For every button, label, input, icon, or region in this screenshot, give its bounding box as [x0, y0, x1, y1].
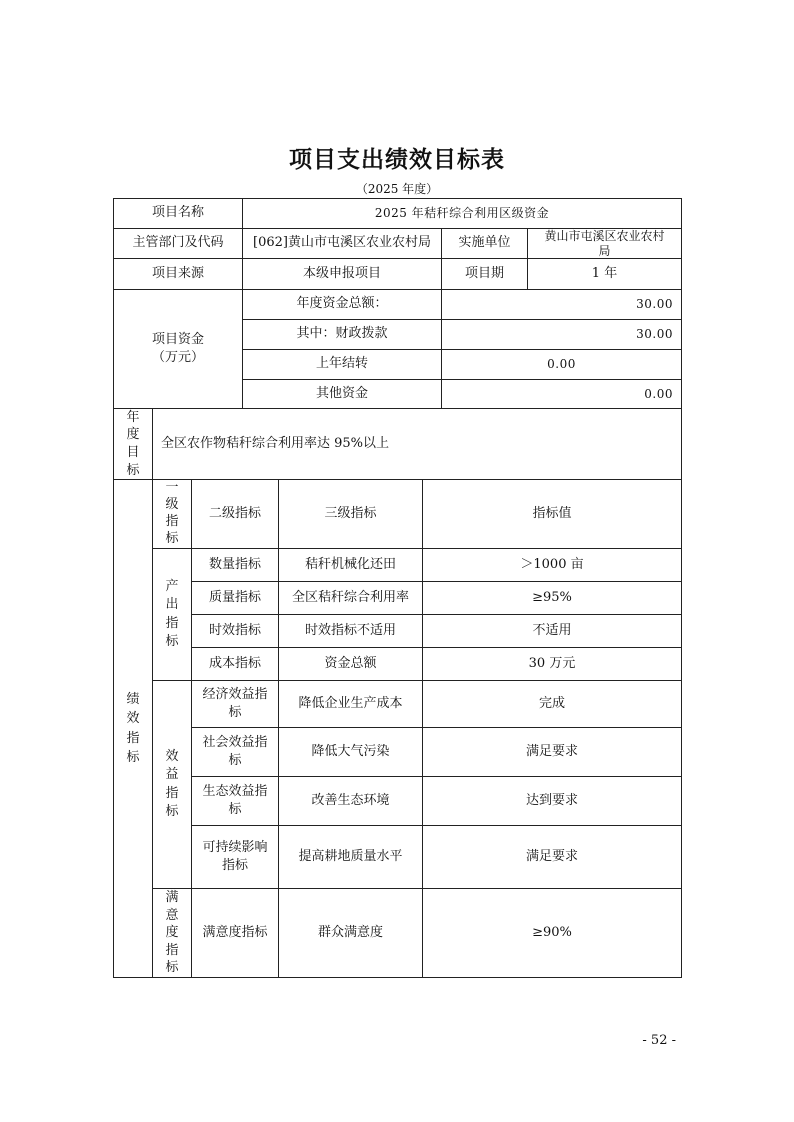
source-value: 本级申报项目 [242, 258, 442, 290]
row-l3: 群众满意度 [278, 888, 423, 978]
period-value: 1 年 [527, 258, 682, 290]
year-note: （2025 年度） [355, 182, 439, 196]
row-l3: 资金总额 [278, 647, 423, 681]
row-value: 达到要求 [422, 776, 682, 826]
dept-value: [062]黄山市屯溪区农业农村局 [242, 228, 442, 259]
impl-value: 黄山市屯溪区农业农村局 [527, 228, 682, 259]
row-l3: 时效指标不适用 [278, 614, 423, 648]
row-l3: 改善生态环境 [278, 776, 423, 826]
row-value: 满足要求 [422, 727, 682, 777]
page-number: - 52 - [642, 1033, 676, 1048]
row-l3: 降低企业生产成本 [278, 680, 423, 728]
fund-total-value: 30.00 [441, 289, 682, 320]
header-level3: 三级指标 [278, 479, 423, 549]
row-value: 完成 [422, 680, 682, 728]
dept-label: 主管部门及代码 [113, 228, 243, 259]
row-l3: 全区秸秆综合利用率 [278, 581, 423, 615]
group-satisfaction: 满意度指标 [152, 888, 192, 978]
fund-unit: （万元） [151, 350, 204, 365]
row-l3: 秸秆机械化还田 [278, 548, 423, 582]
project-name-value: 2025 年秸秆综合利用区级资金 [242, 198, 682, 229]
row-l2: 可持续影响指标 [191, 825, 279, 889]
annual-goal-label: 年度目标 [113, 408, 153, 480]
row-value: ≥95% [422, 581, 682, 615]
fund-total-label: 年度资金总额： [242, 289, 442, 320]
row-value: ＞1000 亩 [422, 548, 682, 582]
fund-carryover-value: 0.00 [441, 349, 682, 380]
fund-other-label: 其他资金 [242, 379, 442, 409]
row-l2: 生态效益指标 [191, 776, 279, 826]
source-label: 项目来源 [113, 258, 243, 290]
row-value: 不适用 [422, 614, 682, 648]
row-l2: 成本指标 [191, 647, 279, 681]
row-l2: 数量指标 [191, 548, 279, 582]
header-level1: 一级指标 [152, 479, 192, 549]
row-value: 30 万元 [422, 647, 682, 681]
impl-label: 实施单位 [441, 228, 528, 259]
row-value: ≥90% [422, 888, 682, 978]
row-l2: 时效指标 [191, 614, 279, 648]
header-value: 指标值 [422, 479, 682, 549]
perf-label: 绩效指标 [113, 479, 153, 978]
period-label: 项目期 [441, 258, 528, 290]
group-benefit: 效益指标 [152, 680, 192, 889]
annual-goal-text: 全区农作物秸秆综合利用率达 95%以上 [152, 408, 682, 480]
project-name-label: 项目名称 [113, 198, 243, 229]
fund-other-value: 0.00 [441, 379, 682, 409]
header-level2: 二级指标 [191, 479, 279, 549]
row-l2: 社会效益指标 [191, 727, 279, 777]
row-value: 满足要求 [422, 825, 682, 889]
fund-label-cell [113, 289, 243, 409]
row-l3: 降低大气污染 [278, 727, 423, 777]
row-l2: 经济效益指标 [191, 680, 279, 728]
fund-carryover-label: 上年结转 [242, 349, 442, 380]
page-title: 项目支出绩效目标表 [289, 146, 505, 173]
row-l2: 满意度指标 [191, 888, 279, 978]
row-l3: 提高耕地质量水平 [278, 825, 423, 889]
fund-fiscal-label: 其中：财政拨款 [242, 319, 442, 350]
fund-label: 项目资金 [151, 331, 204, 347]
fund-fiscal-value: 30.00 [441, 319, 682, 350]
row-l2: 质量指标 [191, 581, 279, 615]
group-output: 产出指标 [152, 548, 192, 681]
